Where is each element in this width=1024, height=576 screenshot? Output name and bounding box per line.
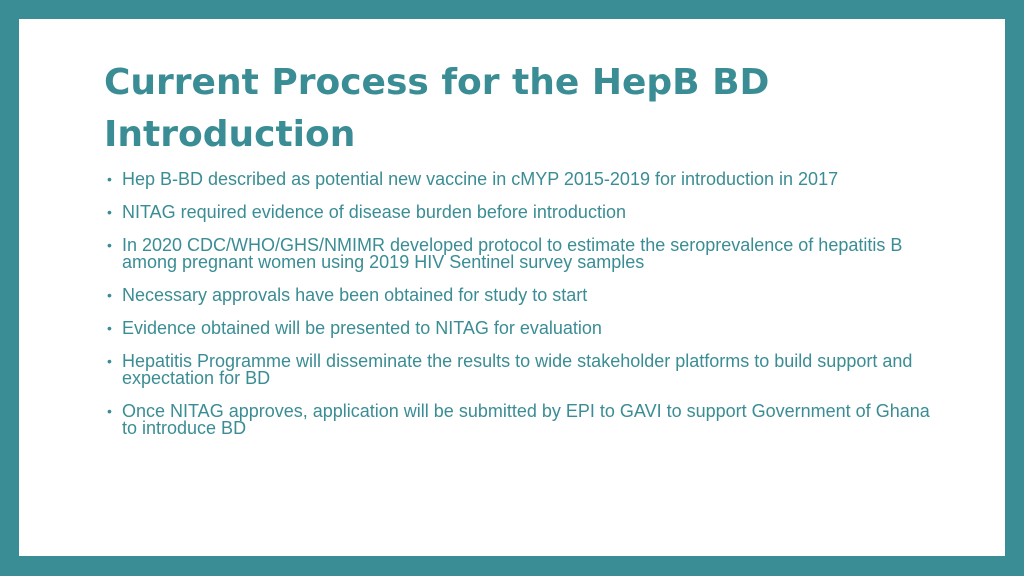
- bullet-item-2: [103, 204, 933, 221]
- bullet-dot-icon: •: [107, 204, 112, 220]
- bullet-dot-icon: •: [107, 237, 112, 253]
- bullet-item-6: [103, 353, 933, 387]
- bullet-item-5: [103, 320, 933, 337]
- bullet-text-6: Hepatitis Programme will disseminate the results to wide stakeholder platforms to build support and expectation for BD: [122, 351, 913, 388]
- bullet-dot-icon: •: [107, 353, 112, 369]
- bullet-list: [103, 171, 933, 453]
- bullet-dot-icon: •: [107, 171, 112, 187]
- bullet-item-4: [103, 287, 933, 304]
- bullet-dot-icon: •: [107, 403, 112, 419]
- slide-title: Current Process for the HepB BD Introduction: [104, 62, 770, 155]
- bullet-text-4: Necessary approvals have been obtained for study to start: [122, 285, 588, 305]
- bullet-text-5: Evidence obtained will be presented to NITAG for evaluation: [122, 318, 602, 338]
- bullet-text-1: Hep B-BD described as potential new vaccine in cMYP 2015-2019 for introduction in 2017: [122, 169, 839, 189]
- bullet-item-7: [103, 403, 933, 437]
- bullet-text-7: Once NITAG approves, application will be submitted by EPI to GAVI to support Government of Ghana to introduce BD: [122, 401, 930, 438]
- bullet-item-1: [103, 171, 933, 188]
- bullet-text-3: In 2020 CDC/WHO/GHS/NMIMR developed protocol to estimate the seroprevalence of hepatitis B among pregnant women using 2019 HIV Sentinel survey samples: [122, 235, 903, 272]
- bullet-item-3: [103, 237, 933, 271]
- bullet-dot-icon: •: [107, 287, 112, 303]
- bullet-text-2: NITAG required evidence of disease burden before introduction: [122, 202, 626, 222]
- slide-panel: [19, 19, 1005, 556]
- bullet-dot-icon: •: [107, 320, 112, 336]
